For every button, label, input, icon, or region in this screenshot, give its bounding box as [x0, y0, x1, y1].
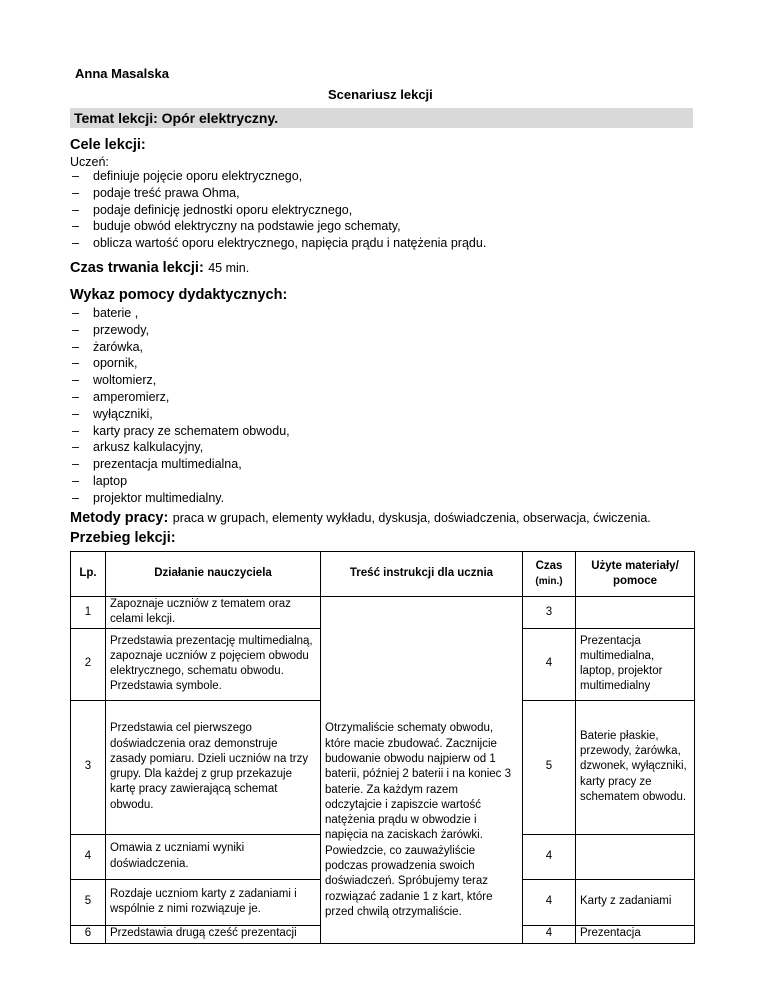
author-name: Anna Masalska — [75, 66, 169, 81]
methods-line — [70, 509, 730, 527]
lesson-plan-table — [70, 551, 695, 944]
list-item: – amperomierz, — [72, 389, 472, 406]
row-time: 4 — [523, 834, 576, 879]
lesson-topic: Temat lekcji: Opór elektryczny. — [70, 108, 693, 128]
list-item: – karty pracy ze schematem obwodu, — [72, 423, 472, 440]
list-item: – podaje definicję jednostki oporu elektrycznego, — [72, 202, 712, 219]
row-lp: 1 — [71, 597, 106, 629]
row-materials — [576, 834, 695, 879]
duration-line — [70, 259, 249, 277]
time-header-label: Czas — [535, 559, 563, 572]
row-lp: 3 — [71, 700, 106, 834]
row-materials: Prezentacja multimedialna, laptop, projektor multimedialny — [576, 628, 695, 700]
goals-heading: Cele lekcji: — [70, 137, 146, 153]
list-item: – opornik, — [72, 355, 472, 372]
row-time: 3 — [523, 597, 576, 629]
row-time: 4 — [523, 879, 576, 925]
list-item: – buduje obwód elektryczny na podstawie jego schematy, — [72, 218, 712, 235]
duration-label: Czas trwania lekcji: — [70, 260, 204, 276]
row-materials: Baterie płaskie, przewody, żarówka, dzwonek, wyłączniki, karty pracy ze schematem obwodu. — [576, 700, 695, 834]
list-item: – przewody, — [72, 322, 472, 339]
row-time: 5 — [523, 700, 576, 834]
list-item: – projektor multimedialny. — [72, 490, 472, 507]
row-teacher: Rozdaje uczniom karty z zadaniami i wspólnie z nimi rozwiązuje je. — [106, 879, 321, 925]
table-row — [71, 597, 695, 629]
row-lp: 5 — [71, 879, 106, 925]
list-item: – laptop — [72, 473, 472, 490]
row-teacher: Przedstawia prezentację multimedialną, zapoznaje uczniów z pojęciem obwodu elektrycznego, schematu obwodu. Przedstawia symbole. — [106, 628, 321, 700]
methods-value: praca w grupach, elementy wykładu, dyskusja, doświadczenia, obserwacja, ćwiczenia. — [172, 511, 651, 525]
list-item: – woltomierz, — [72, 372, 472, 389]
goals-list — [72, 168, 712, 252]
column-header-instruction: Treść instrukcji dla ucznia — [321, 552, 523, 597]
list-item: – żarówka, — [72, 339, 472, 356]
list-item: – prezentacja multimedialna, — [72, 456, 472, 473]
list-item: – wyłączniki, — [72, 406, 472, 423]
row-teacher: Przedstawia drugą cześć prezentacji — [106, 925, 321, 943]
methods-label: Metody pracy: — [70, 510, 169, 526]
row-time: 4 — [523, 925, 576, 943]
list-item: – podaje treść prawa Ohma, — [72, 185, 712, 202]
list-item: – arkusz kalkulacyjny, — [72, 439, 472, 456]
aids-heading: Wykaz pomocy dydaktycznych: — [70, 287, 288, 303]
table-header-row — [71, 552, 695, 597]
row-lp: 6 — [71, 925, 106, 943]
list-item: – oblicza wartość oporu elektrycznego, napięcia prądu i natężenia prądu. — [72, 235, 712, 252]
column-header-lp: Lp. — [71, 552, 106, 597]
column-header-teacher: Działanie nauczyciela — [106, 552, 321, 597]
duration-value: 45 min. — [208, 261, 250, 275]
row-lp: 4 — [71, 834, 106, 879]
instruction-cell: Otrzymaliście schematy obwodu, które macie zbudować. Zacznijcie budowanie obwodu najpierw od 1 baterii, później 2 baterii i na koniec 3 baterie. Za każdym razem odczytajcie i zapiszcie wartość natężenia prądu w obwodzie i napięcia na zaciskach żarówki. Powiedzcie, co zauważyliście podczas prowadzenia swoich doświadczeń. Spróbujemy teraz rozwiązać zadanie 1 z kart, które przed chwilą otrzymaliście. — [321, 597, 523, 944]
row-lp: 2 — [71, 628, 106, 700]
row-teacher: Omawia z uczniami wyniki doświadczenia. — [106, 834, 321, 879]
time-header-unit: (min.) — [535, 576, 563, 587]
list-item: – baterie , — [72, 305, 472, 322]
row-time: 4 — [523, 628, 576, 700]
list-item: – definiuje pojęcie oporu elektrycznego, — [72, 168, 712, 185]
document-title: Scenariusz lekcji — [328, 87, 433, 102]
goals-intro: Uczeń: — [70, 155, 109, 169]
row-materials: Prezentacja — [576, 925, 695, 943]
row-teacher: Przedstawia cel pierwszego doświadczenia oraz demonstruje zasady pomiaru. Dzieli uczniów na trzy grupy. Dla każdej z grup przekazuje kartę pracy zawierającą schemat obwodu. — [106, 700, 321, 834]
row-teacher: Zapoznaje uczniów z tematem oraz celami lekcji. — [106, 597, 321, 629]
course-heading: Przebieg lekcji: — [70, 530, 176, 546]
column-header-materials: Użyte materiały/ pomoce — [576, 552, 695, 597]
row-materials — [576, 597, 695, 629]
row-materials: Karty z zadaniami — [576, 879, 695, 925]
column-header-time — [523, 552, 576, 597]
aids-list — [72, 305, 472, 507]
